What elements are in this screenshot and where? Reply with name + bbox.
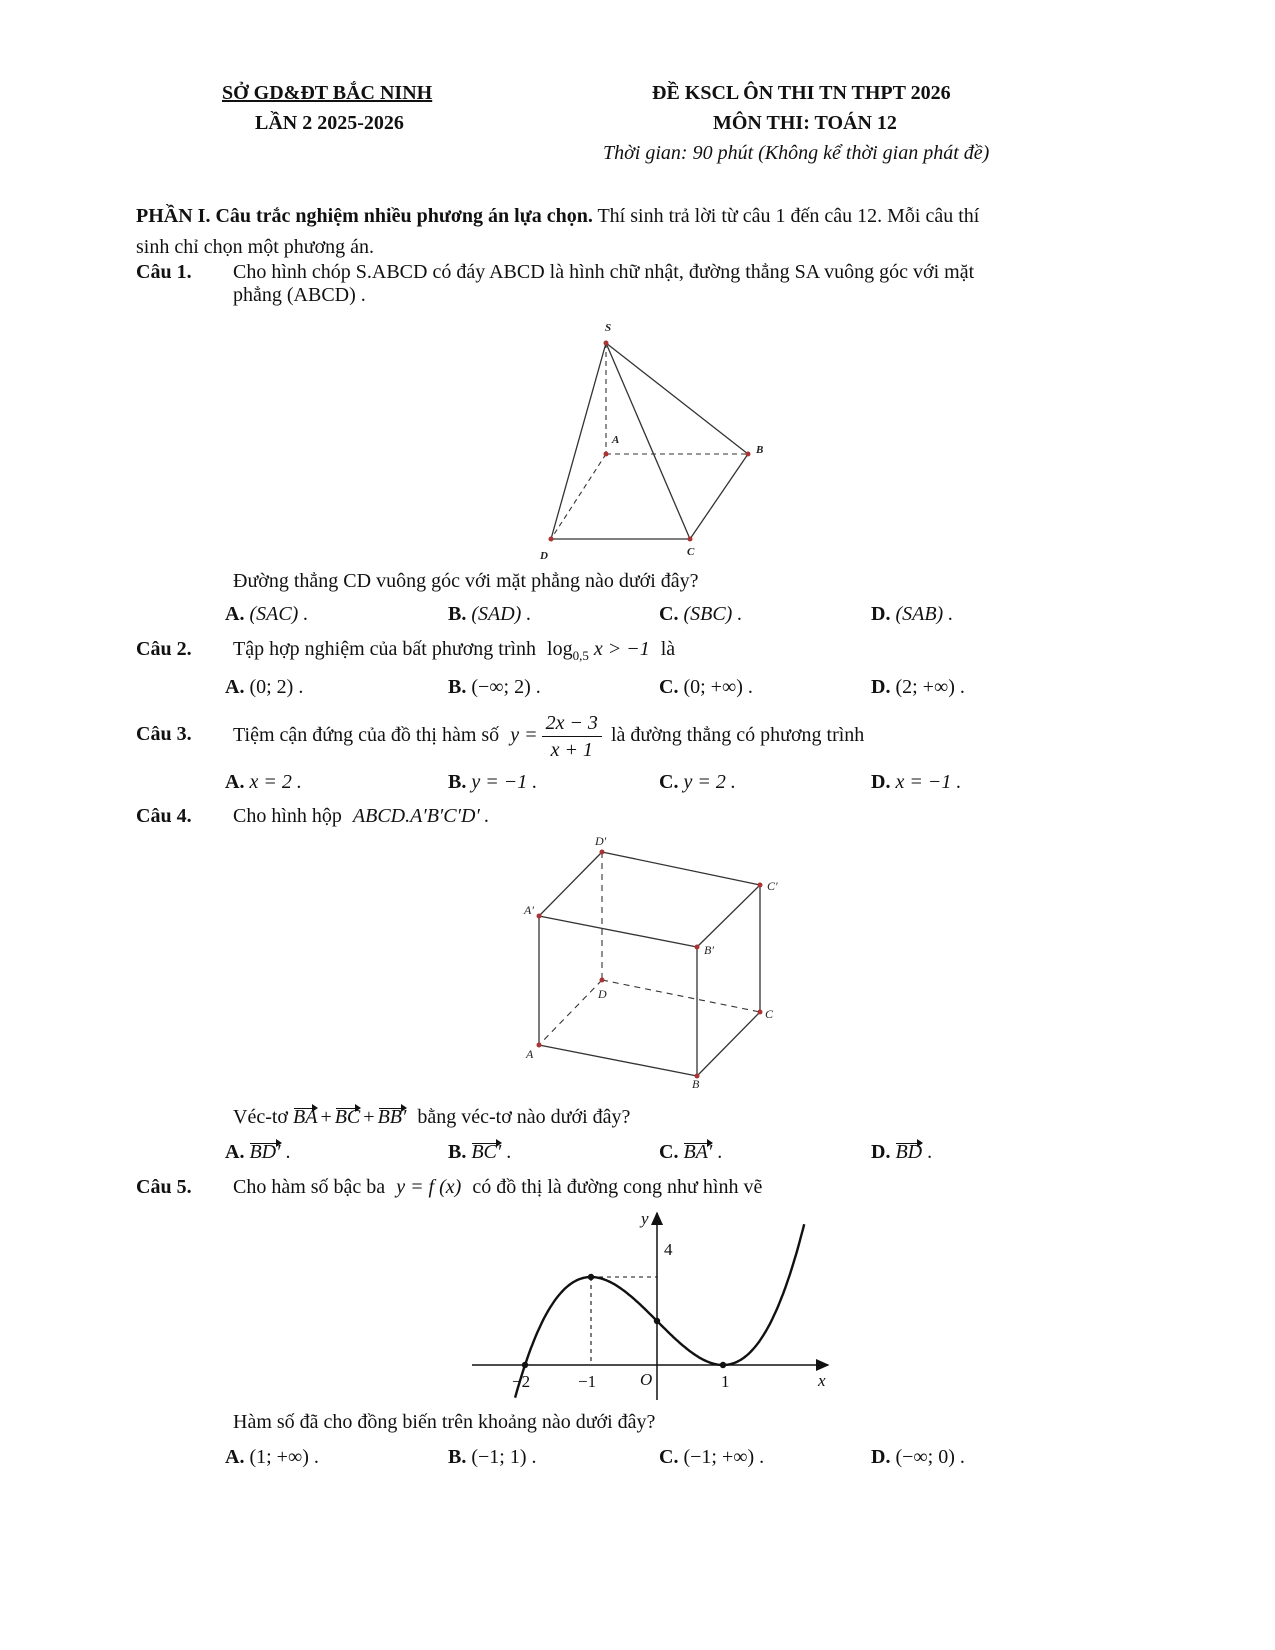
edge-sd xyxy=(551,343,606,539)
q5-question: Hàm số đã cho đồng biến trên khoảng nào dưới đây? xyxy=(233,1411,656,1433)
q3-option-c[interactable]: C. y = 2 . xyxy=(659,771,736,793)
q4-text: Cho hình hộp ABCD.A′B′C′D′ . xyxy=(233,805,489,827)
label-d: D xyxy=(598,987,607,1001)
label-c: C xyxy=(687,546,695,558)
q4-option-c[interactable]: C. BA′ . xyxy=(659,1141,723,1163)
q2-text: Tập hợp nghiệm của bất phương trình $\log_{0,5} x > -1$ là xyxy=(233,638,676,663)
graph-point-3 xyxy=(720,1362,726,1368)
q2-option-d[interactable]: D. (2; +∞) . xyxy=(871,676,965,698)
school-name: SỞ GD&ĐT BẮC NINH xyxy=(222,82,433,104)
label-c: C xyxy=(765,1007,774,1021)
edge-dc-hidden xyxy=(602,980,760,1012)
edge-c1b1 xyxy=(697,885,760,947)
q4-label: Câu 4. xyxy=(136,805,192,827)
q1-option-d[interactable]: D. (SAB) . xyxy=(871,603,954,625)
q5-option-d[interactable]: D. (−∞; 0) . xyxy=(871,1446,965,1468)
part1-title: PHẦN I. Câu trắc nghiệm nhiều phương án lựa chọn. xyxy=(136,205,593,227)
q1-question: Đường thẳng CD vuông góc với mặt phẳng nào dưới đây? xyxy=(233,570,699,592)
q2-option-a[interactable]: A. (0; 2) . xyxy=(225,676,304,698)
edge-sb xyxy=(606,343,748,454)
q1-line1: Cho hình chóp S.ABCD có đáy ABCD là hình chữ nhật, đường thẳng SA vuông góc với mặt xyxy=(233,261,975,283)
q5-label: Câu 5. xyxy=(136,1176,192,1198)
graph-point-1 xyxy=(588,1274,594,1280)
graph-point-0 xyxy=(522,1362,528,1368)
label-d: D xyxy=(540,550,548,562)
q4-option-d[interactable]: D. BD . xyxy=(871,1141,933,1163)
label-c1: C′ xyxy=(767,879,778,893)
cubic-graph xyxy=(460,1205,850,1410)
q2-label: Câu 2. xyxy=(136,638,192,660)
box-figure xyxy=(510,830,800,1095)
q1-option-c[interactable]: C. (SBC) . xyxy=(659,603,743,625)
part1-intro xyxy=(136,201,1136,263)
part1-instruction-a: Thí sinh trả lời từ câu 1 đến câu 12. Mỗi câu thí xyxy=(592,205,980,227)
exam-subject: MÔN THI: TOÁN 12 xyxy=(713,112,897,134)
q3-text: Tiệm cận đứng của đồ thị hàm số y = $\frac{2x - 3}{x + 1}$ là đường thẳng có phương trình xyxy=(233,711,865,761)
x-axis-label: x xyxy=(818,1371,826,1390)
edge-bc xyxy=(697,1012,760,1076)
label-b: B xyxy=(692,1077,700,1091)
graph-point-2 xyxy=(654,1318,660,1324)
label-b: B xyxy=(756,444,764,456)
q5-text: Cho hàm số bậc ba y = f (x) có đồ thị là đường cong như hình vẽ xyxy=(233,1176,763,1198)
q4-option-a[interactable]: A. BD′ . xyxy=(225,1141,291,1163)
pyramid-figure xyxy=(530,315,790,575)
tick-minus-1: −1 xyxy=(578,1372,597,1391)
vector-ba: BA xyxy=(293,1106,318,1128)
edge-cb xyxy=(690,454,748,539)
vector-bc: BC xyxy=(334,1106,361,1128)
label-d1: D′ xyxy=(595,834,607,848)
q1-option-b[interactable]: B. (SAD) . xyxy=(448,603,532,625)
q1-option-a[interactable]: A. (SAC) . xyxy=(225,603,309,625)
q4-option-b[interactable]: B. BC′ . xyxy=(448,1141,512,1163)
q1-label: Câu 1. xyxy=(136,261,192,283)
label-a1: A′ xyxy=(524,903,534,917)
label-a: A xyxy=(612,434,620,446)
edge-d1a1 xyxy=(539,852,602,916)
cubic-curve xyxy=(515,1224,804,1398)
label-s: S xyxy=(605,322,612,334)
q1-line2: phẳng (ABCD) . xyxy=(233,284,366,306)
tick-minus-2: −2 xyxy=(512,1372,531,1391)
q4-question: Véc-tơ BA + BC + BB′ bằng véc-tơ nào dưới đây? xyxy=(233,1106,631,1128)
label-b1: B′ xyxy=(704,943,714,957)
q3-label: Câu 3. xyxy=(136,723,192,745)
edge-d1c1 xyxy=(602,852,760,885)
vector-bb1: BB′ xyxy=(377,1106,407,1128)
q2-option-c[interactable]: C. (0; +∞) . xyxy=(659,676,753,698)
part1-instruction-b: sinh chỉ chọn một phương án. xyxy=(136,236,375,258)
q1-text xyxy=(233,261,1093,307)
origin-label: O xyxy=(640,1370,653,1389)
q3-fraction: $\frac{2x - 3}{x + 1}$ xyxy=(542,710,602,763)
tick-4: 4 xyxy=(664,1240,673,1259)
q2-option-b[interactable]: B. (−∞; 2) . xyxy=(448,676,541,698)
q5-option-a[interactable]: A. (1; +∞) . xyxy=(225,1446,319,1468)
label-a: A xyxy=(526,1047,534,1061)
edge-a1b1 xyxy=(539,916,697,947)
exam-duration: Thời gian: 90 phút (Không kể thời gian phát đề) xyxy=(603,142,990,164)
q3-option-d[interactable]: D. x = −1 . xyxy=(871,771,962,793)
edge-da-hidden xyxy=(539,980,602,1045)
edge-ad-hidden xyxy=(551,454,606,539)
q3-option-a[interactable]: A. x = 2 . xyxy=(225,771,302,793)
q3-option-b[interactable]: B. y = −1 . xyxy=(448,771,538,793)
edge-ab xyxy=(539,1045,697,1076)
y-axis-label: y xyxy=(641,1209,649,1228)
exam-title: ĐỀ KSCL ÔN THI TN THPT 2026 xyxy=(652,82,951,104)
q5-option-c[interactable]: C. (−1; +∞) . xyxy=(659,1446,765,1468)
tick-1: 1 xyxy=(721,1372,730,1391)
q5-option-b[interactable]: B. (−1; 1) . xyxy=(448,1446,537,1468)
exam-round: LẦN 2 2025-2026 xyxy=(255,112,404,134)
